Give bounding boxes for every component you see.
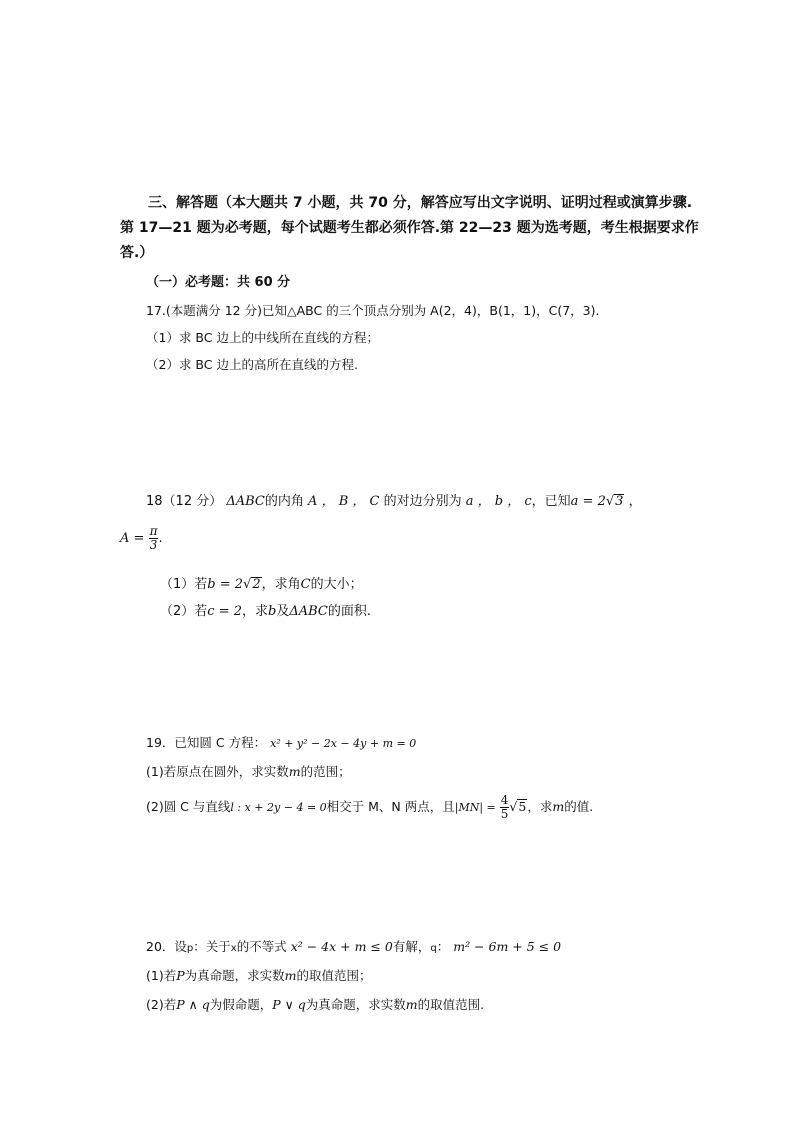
q18-p2-text: ，求: [242, 604, 269, 619]
q18-p1-text: ，求角: [261, 577, 301, 592]
q20-stem: [146, 937, 561, 959]
q19-part1: [146, 762, 351, 782]
q20-p1-text: 的取值范围；: [296, 968, 372, 983]
q18-p1-text: 的大小；: [310, 577, 363, 592]
q20-p1-m: m: [284, 968, 297, 983]
q19-p2-text: ，求: [527, 799, 553, 814]
q18-stem: 18（12 分） ΔABC的内角 A ， B ， C 的对边分别为 a ， b ， c，已知a = 2√3 ，: [146, 494, 642, 509]
q19-p2-text: (2)圆 C 与直线: [146, 799, 231, 814]
q20-p1-text: (1)若: [146, 968, 177, 983]
q17-stem: 17.(本题满分 12 分)已知△ABC 的三个顶点分别为 A(2，4)，B(1，1)，C(7，3).: [146, 303, 600, 318]
q18-angle-A: [120, 524, 163, 554]
q18-angles: A ， B ， C: [308, 494, 380, 509]
q18-part1: （1）若b = 2√2，求角C的大小；: [160, 577, 363, 592]
q20-p2-text: 为真命题，求实数: [305, 997, 406, 1012]
q20-p2-text: 为假命题，: [209, 997, 273, 1012]
q18-p2-text: 的面积.: [327, 604, 372, 619]
q18-p2-triangle: ΔABC: [289, 604, 328, 619]
q20-p2-m: m: [405, 997, 418, 1012]
q19-stem: [146, 733, 416, 754]
q19-part2: (2)圆 C 与直线l : x + 2y − 4 = 0相交于 M、N 两点，且|MN| = $\frac{4}{5}$ √5，求m的值.: [146, 793, 594, 821]
q19-equation: x² + y² − 2x − 4y + m = 0: [270, 737, 417, 750]
q20-part2: [146, 995, 484, 1015]
q19-p2-text: 的值.: [564, 799, 594, 814]
q19-text: 19．已知圆 C 方程：: [146, 735, 267, 750]
q18-text: ，已知: [531, 494, 571, 509]
q19-p2-abs: |MN| =: [454, 801, 496, 814]
q19-p2-den: 5: [500, 807, 509, 821]
q19-p2-fraction: [500, 794, 510, 821]
q20-text: 有解，: [392, 939, 431, 954]
q18-triangle: ΔABC: [226, 494, 265, 509]
q18-p2-text: （2）若: [160, 604, 208, 619]
q17-part2: （2）求 BC 边上的高所在直线的方程.: [146, 357, 358, 372]
q19-p1-text: (1)若原点在圆外，求实数: [146, 764, 289, 779]
section-heading-line1: 三、解答题（本大题共 7 小题，共 70 分，解答应写出文字说明、证明过程或演算步骤.: [148, 195, 693, 211]
q20-p2-or: P ∨ q: [272, 997, 306, 1012]
q18-p1-C: C: [300, 577, 311, 592]
q20-p: p: [186, 943, 194, 954]
q19-p2-num: 4: [500, 793, 509, 807]
q17-part1: （1）求 BC 边上的中线所在直线的方程；: [146, 330, 379, 345]
q18-p2-b: b: [268, 604, 277, 619]
q18-p1-radicand: 2: [252, 577, 261, 592]
q18-A-den: 3: [149, 538, 158, 552]
q18-p1-b: b = 2: [207, 577, 244, 592]
q20-inequality2: m² − 6m + 5 ≤ 0: [453, 939, 562, 954]
q20-text: ：: [436, 939, 450, 954]
q18-p2-text: 及: [276, 604, 290, 619]
q19-p2-line: l : x + 2y − 4 = 0: [230, 801, 327, 814]
q18-label: 18（12 分）: [146, 494, 223, 509]
q20-inequality: x² − 4x + m ≤ 0: [290, 939, 393, 954]
q18-text: ，: [628, 494, 642, 509]
q18-A-fraction: [149, 525, 159, 552]
q20-q: q: [430, 943, 437, 954]
q18-text: 的对边分别为: [383, 494, 462, 509]
q18-part2: [160, 602, 371, 622]
q19-p2-text: 相交于 M、N 两点，且: [326, 799, 455, 814]
q19-p2-m: m: [552, 799, 565, 814]
q18-A-lhs: A =: [120, 531, 145, 546]
q20-x: x: [230, 943, 237, 954]
q18-p1-text: （1）若: [160, 577, 208, 592]
q19-p1-text: 的范围；: [300, 764, 351, 779]
q20-p2-text: 的取值范围.: [417, 997, 485, 1012]
q18-A-end: .: [158, 531, 163, 546]
q20-p2-text: (2)若: [146, 997, 177, 1012]
q18-A-num: π: [149, 524, 158, 538]
q20-p1-P: P: [176, 968, 185, 983]
q20-part1: [146, 966, 372, 986]
q18-text: 的内角: [264, 494, 304, 509]
q20-p2-and: P ∧ q: [176, 997, 210, 1012]
section-heading-line3: 答.）: [120, 245, 154, 261]
q18-sides: a ， b ， c: [465, 494, 532, 509]
q18-a-value: a = 2: [570, 494, 606, 509]
section-heading-line2: 第 17—21 题为必考题，每个试题考生都必须作答.第 22—23 题为选考题，考生根据要求作: [120, 220, 699, 236]
q20-p1-text: 为真命题，求实数: [184, 968, 285, 983]
q20-text: 的不等式: [236, 939, 287, 954]
q19-p2-radicand: 5: [518, 799, 527, 814]
q18-a-radicand: 3: [615, 494, 624, 509]
subsection-heading: （一）必考题：共 60 分: [146, 275, 291, 290]
q19-p1-m: m: [288, 764, 301, 779]
q20-text: ：关于: [193, 939, 231, 954]
q18-p2-c: c = 2: [207, 604, 242, 619]
q20-text: 20．设: [146, 939, 187, 954]
